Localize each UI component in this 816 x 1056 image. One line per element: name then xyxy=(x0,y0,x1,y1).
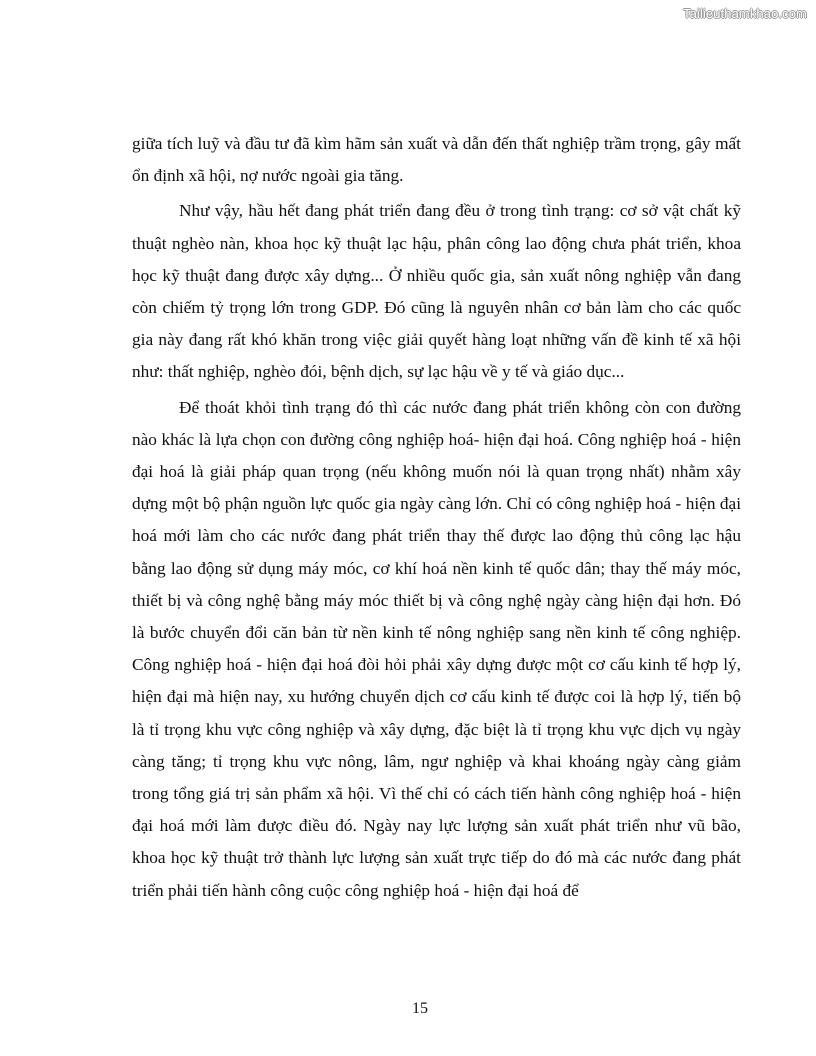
paragraph: Để thoát khỏi tình trạng đó thì các nước đang phát triển không còn con đường nào khác là lựa chọn con đường công nghiệp hoá- hiện đại hoá. Công nghiệp hoá - hiện đại hoá là giải pháp quan trọng (nếu không muốn nói là quan trọng nhất) nhằm xây dựng một bộ phận nguồn lực quốc gia ngày càng lớn. Chỉ có công nghiệp hoá - hiện đại hoá mới làm cho các nước đang phát triển thay thế được lao động thủ công lạc hậu bằng lao động sử dụng máy móc, cơ khí hoá nền kinh tế quốc dân; thay thế máy móc, thiết bị và công nghệ bằng máy móc thiết bị và công nghệ ngày càng hiện đại hơn. Đó là bước chuyển đổi căn bản từ nền kinh tế nông nghiệp sang nền kinh tế công nghiệp. Công nghiệp hoá - hiện đại hoá đòi hỏi phải xây dựng được một cơ cấu kinh tế hợp lý, hiện đại mà hiện nay, xu hướng chuyển dịch cơ cấu kinh tế được coi là hợp lý, tiến bộ là tỉ trọng khu vực công nghiệp và xây dựng, đặc biệt là tỉ trọng khu vực dịch vụ ngày càng tăng; tỉ trọng khu vực nông, lâm, ngư nghiệp và khai khoáng ngày càng giảm trong tổng giá trị sản phẩm xã hội. Vì thế chỉ có cách tiến hành công nghiệp hoá - hiện đại hoá mới làm được điều đó. Ngày nay lực lượng sản xuất phát triển như vũ bão, khoa học kỹ thuật trở thành lực lượng sản xuất trực tiếp do đó mà các nước đang phát triển phải tiến hành công cuộc công nghiệp hoá - hiện đại hoá để xyxy=(132,397,741,900)
page-number: 15 xyxy=(412,1000,428,1017)
watermark: Tailieuthamkhao.com xyxy=(682,6,807,21)
document-body xyxy=(132,128,741,910)
paragraph: Như vậy, hầu hết đang phát triển đang đều ở trong tình trạng: cơ sở vật chất kỹ thuật nghèo nàn, khoa học kỹ thuật lạc hậu, phân công lao động chưa phát triển, khoa học kỹ thuật đang được xây dựng... Ở nhiều quốc gia, sản xuất nông nghiệp vẫn đang còn chiếm tỷ trọng lớn trong GDP. Đó cũng là nguyên nhân cơ bản làm cho các quốc gia này đang rất khó khăn trong việc giải quyết hàng loạt những vấn đề kinh tế xã hội như: thất nghiệp, nghèo đói, bệnh dịch, sự lạc hậu về y tế và giáo dục... xyxy=(132,201,741,382)
paragraph: giữa tích luỹ và đầu tư đã kìm hãm sản xuất và dẫn đến thất nghiệp trầm trọng, gây mất ổn định xã hội, nợ nước ngoài gia tăng. xyxy=(132,134,741,186)
